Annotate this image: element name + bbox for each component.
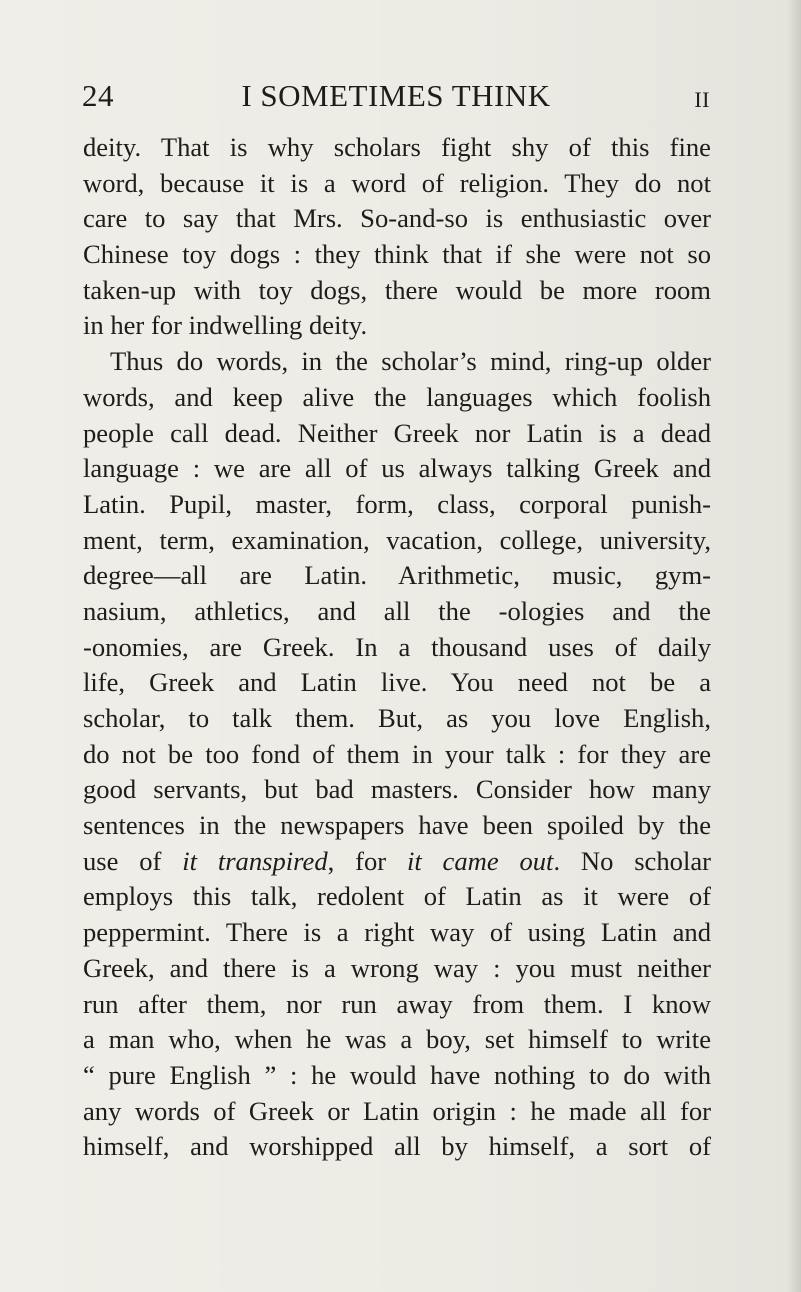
text-line: Greek, and there is a wrong way : you must neither xyxy=(83,952,711,983)
text-line: a man who, when he was a boy, set himself to write xyxy=(83,1024,711,1055)
text-line: deity. That is why scholars fight shy of this fine xyxy=(83,132,711,162)
text-line: nasium, athletics, and all the -ologies and the xyxy=(83,595,711,626)
text-line: word, because it is a word of religion. They do not xyxy=(83,167,711,198)
italic-phrase: it came out xyxy=(406,845,554,876)
text-line: life, Greek and Latin live. You need not be a xyxy=(83,667,711,698)
text-line: peppermint. There is a right way of using Latin and xyxy=(83,917,711,948)
text-line: run after them, nor run away from them. I know xyxy=(83,988,711,1019)
page-edge-shadow xyxy=(787,0,801,1292)
text-line: “ pure English ” : he would have nothing to do with xyxy=(83,1059,711,1090)
text-line: in her for indwelling deity. xyxy=(83,310,368,341)
text-fragment: use of xyxy=(83,845,183,876)
page-number: 24 xyxy=(82,78,114,113)
text-line: -onomies, are Greek. In a thousand uses of daily xyxy=(83,631,711,662)
text-line: people call dead. Neither Greek nor Latin is a dead xyxy=(83,417,711,448)
text-line: Chinese toy dogs : they think that if she were not so xyxy=(83,239,711,270)
chapter-number: II xyxy=(694,87,710,112)
running-title: I SOMETIMES THINK xyxy=(241,78,551,113)
text-line: Thus do words, in the scholar’s mind, ring-up older xyxy=(110,346,711,377)
text-fragment: , for xyxy=(327,845,407,876)
text-line: words, and keep alive the languages which foolish xyxy=(83,381,711,412)
text-line: scholar, to talk them. But, as you love English, xyxy=(83,703,711,733)
running-header xyxy=(82,74,710,118)
italic-phrase: it transpired xyxy=(182,845,328,876)
text-line: do not be too fond of them in your talk : for they are xyxy=(83,738,711,769)
body-text xyxy=(83,130,711,1165)
text-line: good servants, but bad masters. Consider how many xyxy=(83,774,711,805)
text-fragment: . No scholar xyxy=(553,845,711,876)
text-line-with-italics xyxy=(83,844,711,880)
text-line: himself, and worshipped all by himself, a sort of xyxy=(83,1131,711,1162)
text-line: any words of Greek or Latin origin : he made all for xyxy=(83,1095,711,1126)
text-line: sentences in the newspapers have been spoiled by the xyxy=(83,810,711,841)
text-line: care to say that Mrs. So-and-so is enthusiastic over xyxy=(83,203,711,234)
text-line: ment, term, examination, vacation, college, university, xyxy=(83,524,711,555)
text-line: language : we are all of us always talking Greek and xyxy=(83,453,711,484)
text-line: degree—all are Latin. Arithmetic, music, gym- xyxy=(83,560,711,591)
text-line: Latin. Pupil, master, form, class, corporal punish- xyxy=(83,488,711,519)
text-line: taken-up with toy dogs, there would be more room xyxy=(83,274,711,305)
text-line: employs this talk, redolent of Latin as it were of xyxy=(83,881,711,912)
